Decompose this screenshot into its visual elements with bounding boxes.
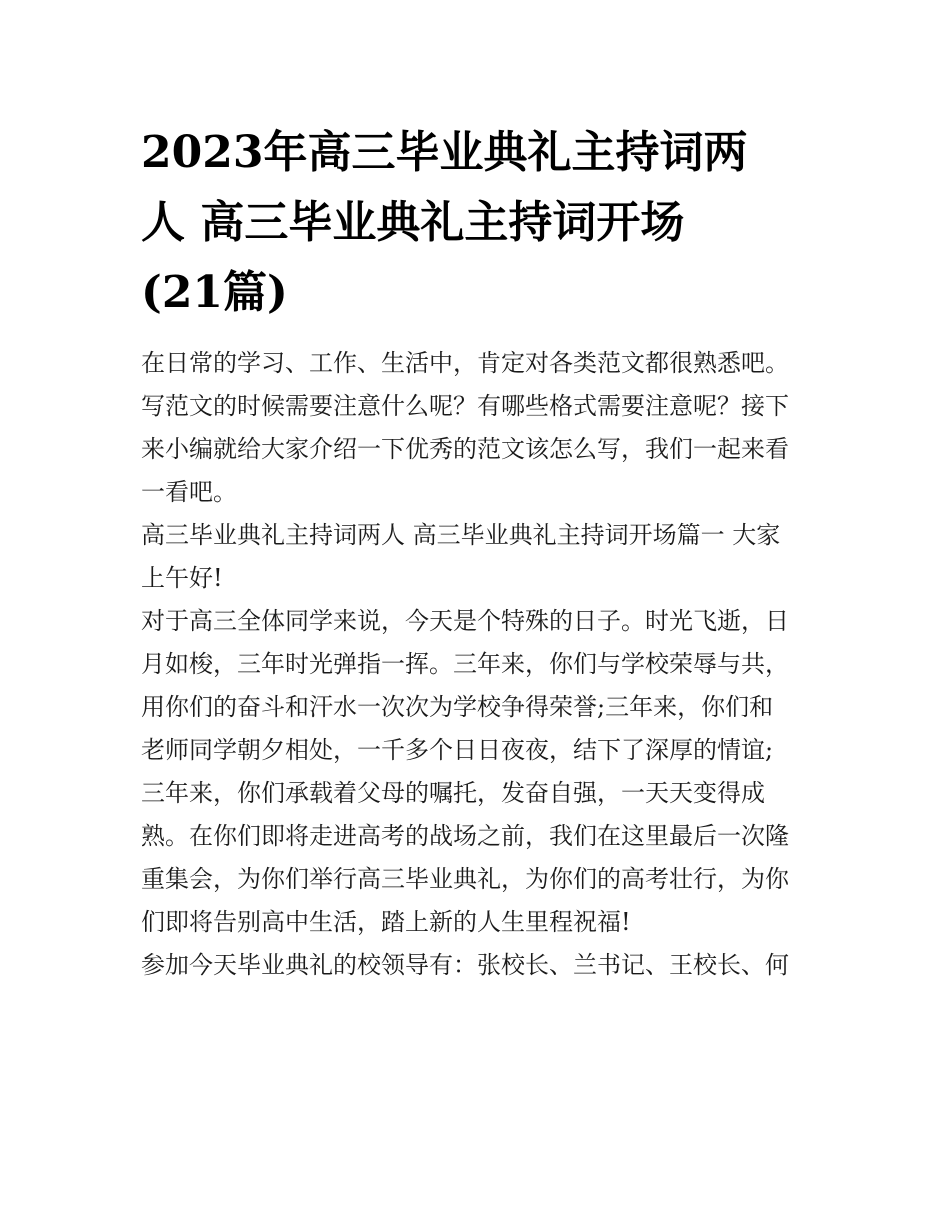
text-line: 熟。在你们即将走进高考的战场之前，我们在这里最后一次隆 [141, 822, 789, 850]
text-line: 重集会，为你们举行高三毕业典礼，为你们的高考壮行，为你 [141, 865, 789, 893]
text-line: 们即将告别高中生活，踏上新的人生里程祝福! [141, 908, 631, 936]
intro-paragraph [141, 342, 813, 514]
text-line: 来小编就给大家介绍一下优秀的范文该怎么写，我们一起来看 [141, 435, 789, 463]
text-line: 用你们的奋斗和汗水一次次为学校争得荣誉;三年来，你们和 [141, 693, 774, 721]
text-line: 三年来，你们承载着父母的嘱托，发奋自强，一天天变得成 [141, 779, 765, 807]
text-line: 月如梭，三年时光弹指一挥。三年来，你们与学校荣辱与共， [141, 650, 789, 678]
document-body [141, 118, 813, 987]
text-line: 在日常的学习、工作、生活中，肯定对各类范文都很熟悉吧。 [141, 349, 789, 377]
text-line: 写范文的时候需要注意什么呢？有哪些格式需要注意呢？接下 [141, 392, 789, 420]
text-line: 高三毕业典礼主持词两人 高三毕业典礼主持词开场篇一 大家 [141, 521, 781, 549]
body-paragraph [141, 600, 813, 944]
text-line: 老师同学朝夕相处，一千多个日日夜夜，结下了深厚的情谊; [141, 736, 774, 764]
body-paragraph [141, 944, 813, 987]
title-line: (21篇) [141, 267, 288, 318]
text-line: 参加今天毕业典礼的校领导有：张校长、兰书记、王校长、何 [141, 951, 789, 979]
title-line: 人 高三毕业典礼主持词开场 [141, 197, 685, 248]
title-line: 2023年高三毕业典礼主持词两 [141, 127, 748, 178]
document-title [141, 118, 813, 328]
text-line: 对于高三全体同学来说，今天是个特殊的日子。时光飞逝，日 [141, 607, 789, 635]
text-line: 上午好! [141, 564, 223, 592]
text-line: 一看吧。 [141, 478, 237, 506]
section-heading-paragraph [141, 514, 813, 600]
